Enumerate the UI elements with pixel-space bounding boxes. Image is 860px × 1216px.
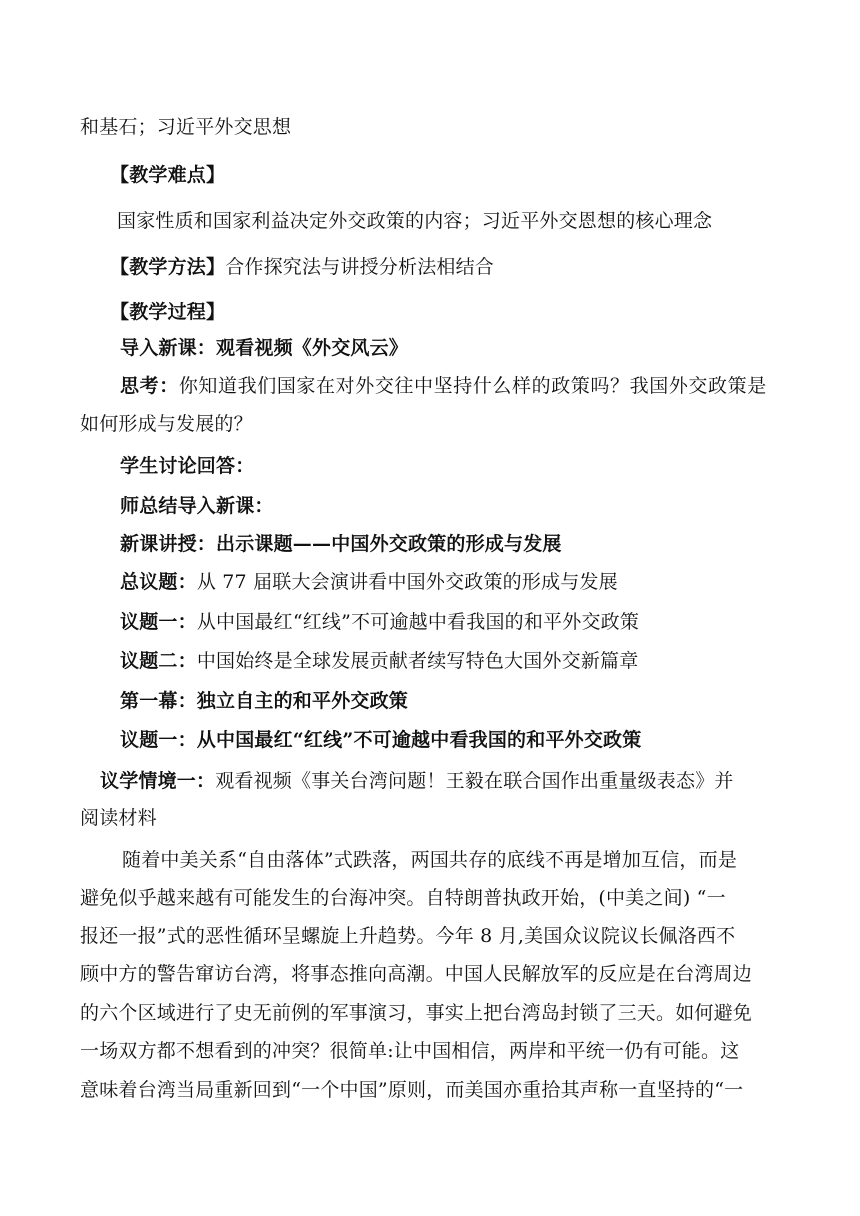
topic-main-label: 总议题： <box>120 571 197 593</box>
scenario-text: 观看视频《事关台湾问题！王毅在联合国作出重量级表态》并 <box>215 770 734 792</box>
topic-one-label: 议题一： <box>120 611 197 633</box>
text-line: 国家性质和国家利益决定外交政策的内容；习近平外交恩想的核心理念 <box>117 210 713 232</box>
heading-teaching-difficulty: 【教学难点】 <box>110 164 226 186</box>
heading-teaching-method: 【教学方法】 <box>110 256 226 278</box>
topic-main-text: 从 77 届联大会演讲看中国外交政策的形成与发展 <box>196 571 618 593</box>
new-lesson-title: 新课讲授：出示课题——中国外交政策的形成与发展 <box>120 533 562 555</box>
teaching-method-line <box>110 255 494 279</box>
topic-one-text: 从中国最红“红线”不可逾越中看我国的和平外交政策 <box>196 611 640 633</box>
topic-one-heading: 议题一：从中国最红“红线”不可逾越中看我国的和平外交政策 <box>120 729 642 751</box>
teacher-summary: 师总结导入新课： <box>120 495 274 517</box>
material-line: 报还一报”式的恶性循环呈螺旋上升趋势。今年 8 月,美国众议院议长佩洛西不 <box>80 925 736 947</box>
material-line: 随着中美关系“自由落体”式跌落，两国共存的底线不再是增加互信，而是 <box>122 849 738 871</box>
intro-line: 导入新课：观看视频《外交风云》 <box>120 337 409 359</box>
material-line: 的六个区域进行了史无前例的军事演习，事实上把台湾岛封锁了三天。如何避免 <box>80 1002 753 1024</box>
heading-teaching-process: 【教学过程】 <box>110 301 226 323</box>
material-line: 顾中方的警告窜访台湾，将事态推向高潮。中国人民解放军的反应是在台湾周边 <box>80 963 753 985</box>
teaching-method-text: 合作探究法与讲授分析法相结合 <box>225 256 495 278</box>
material-line: 意味着台湾当局重新回到“一个中国”原则，而美国亦重拾其声称一直坚持的“一 <box>80 1079 744 1101</box>
scenario-line <box>100 769 734 793</box>
topic-two-line <box>120 649 638 673</box>
topic-main-line <box>120 570 618 594</box>
topic-two-label: 议题二： <box>120 650 197 672</box>
topic-one-line <box>120 610 639 634</box>
material-line: 避免似乎越来越有可能发生的台海冲突。自特朗普执政开始，(中美之间) “一 <box>80 887 726 909</box>
act-one-title: 第一幕：独立自主的和平外交政策 <box>120 690 409 712</box>
think-line <box>120 374 820 398</box>
student-discussion: 学生讨论回答： <box>120 455 255 477</box>
text-line: 阅读材料 <box>80 807 157 829</box>
material-line: 一场双方都不想看到的冲突？很简单:让中国相信，两岸和平统一仍有可能。这 <box>80 1040 740 1062</box>
think-text: 你知道我们国家在对外交往中坚持什么样的政策吗？我国外交政策是 <box>178 375 767 397</box>
topic-two-text: 中国始终是全球发展贡献者续写特色大国外交新篇章 <box>196 650 639 672</box>
scenario-label: 议学情境一： <box>100 770 216 792</box>
text-line: 如何形成与发展的？ <box>80 413 253 435</box>
text-line: 和基石；习近平外交思想 <box>80 116 292 138</box>
think-label: 思考： <box>120 375 179 397</box>
